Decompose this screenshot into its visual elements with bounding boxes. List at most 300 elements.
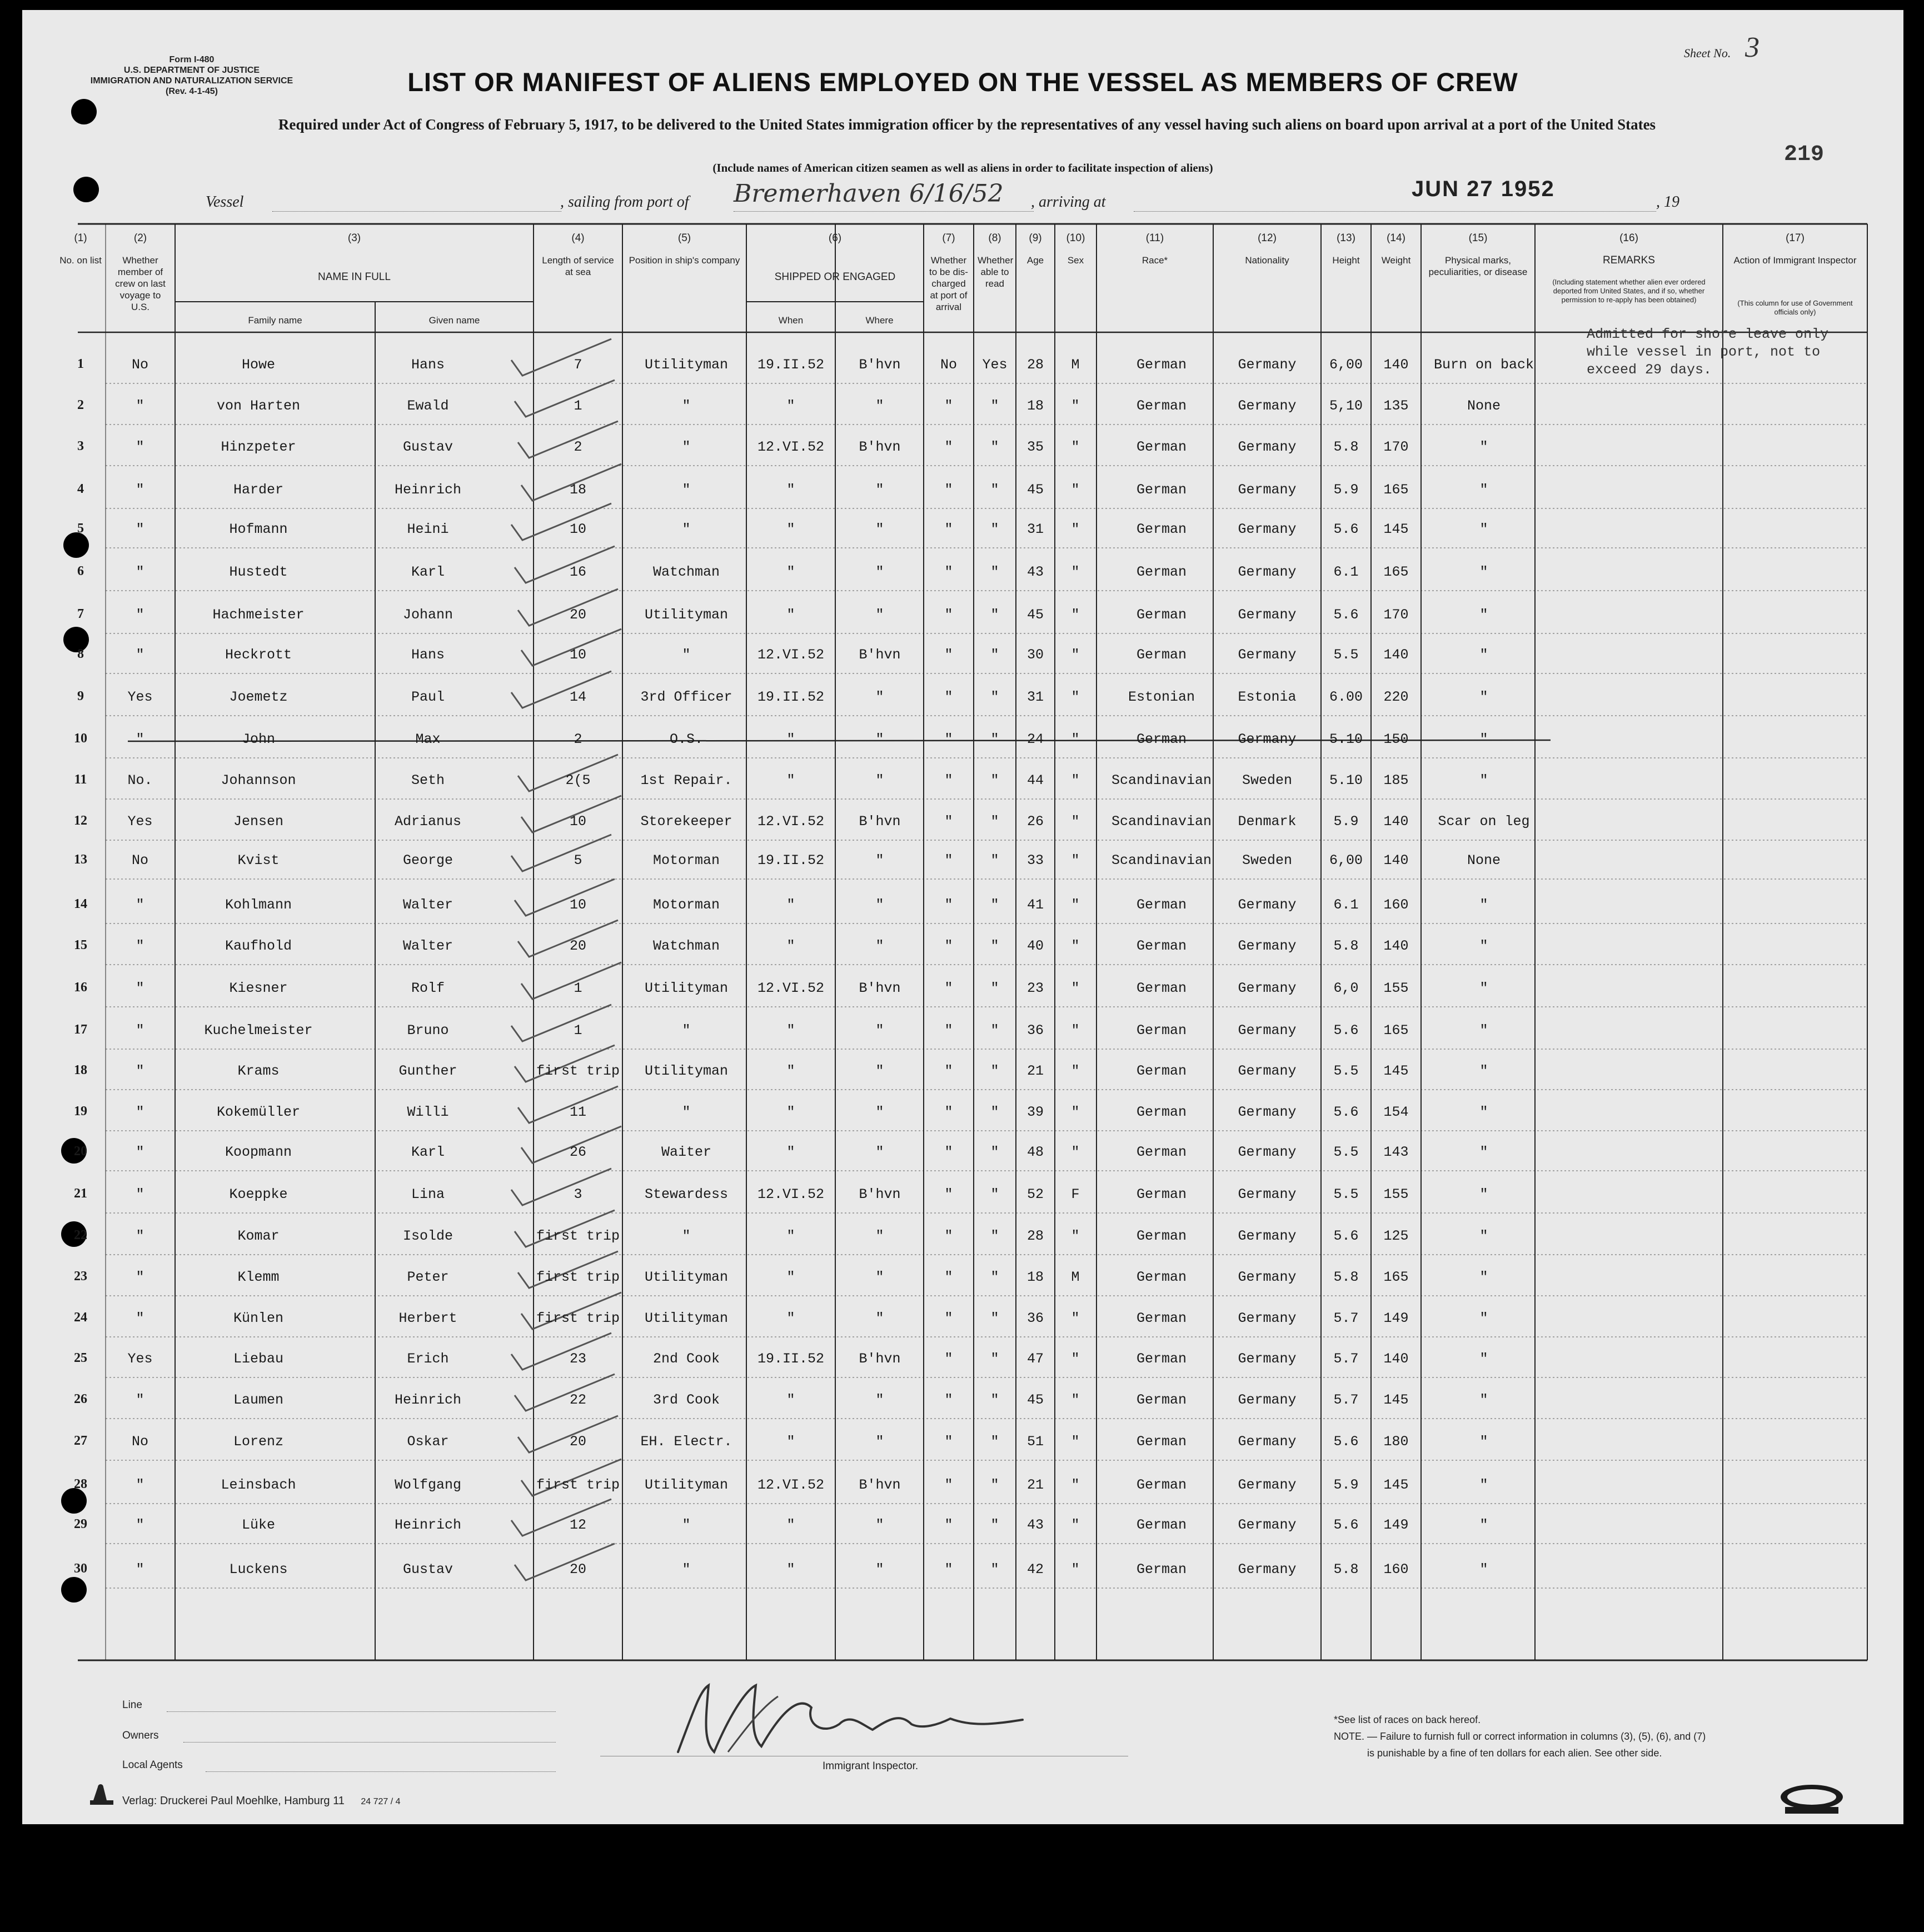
row-cell-nat: Germany (1238, 1434, 1297, 1450)
page-subtitle: Required under Act of Congress of February 5, 1917, to be delivered to the United States immigration officer by the representatives of any vessel having such aliens on board upon arrival at a port of the United States (278, 116, 1656, 133)
column-number: (17) (1786, 232, 1805, 244)
family-name-subheader: Family name (248, 315, 302, 326)
row-cell-race: German (1136, 398, 1187, 414)
row-cell-pos: 3rd Cook (652, 1392, 720, 1408)
column-header-label: Whether member of crew on last voyage to U.S. (115, 255, 166, 312)
column-header-label: Action of Immigrant Inspector (1733, 255, 1857, 266)
sheet-number: 3 (1745, 32, 1759, 63)
row-cell-sex: M (1071, 1269, 1080, 1285)
row-cell-read: " (990, 1561, 999, 1577)
row-cell-prev: " (136, 731, 144, 747)
row-cell-age: 45 (1026, 607, 1044, 623)
row-cell-wt: 143 (1383, 1144, 1409, 1160)
row-cell-sex: " (1071, 1561, 1080, 1577)
row-cell-family: Laumen (233, 1392, 284, 1408)
when-subheader: When (778, 315, 804, 326)
row-cell-given: Adrianus (394, 813, 462, 830)
row-cell-race: German (1136, 1434, 1187, 1450)
row-cell-nat: Germany (1238, 1186, 1297, 1202)
row-cell-given: Seth (411, 772, 445, 788)
row-cell-svc: first trip (536, 1269, 620, 1285)
row-cell-wt: 149 (1383, 1517, 1409, 1533)
row-cell-when: 12.VI.52 (757, 813, 825, 830)
column-number: (11) (1145, 232, 1164, 244)
row-cell-marks: " (1479, 1392, 1488, 1408)
row-cell-prev: " (136, 1392, 144, 1408)
row-cell-disc: " (944, 897, 953, 913)
row-cell-prev: " (136, 1186, 144, 1202)
publisher-name: Verlag: Druckerei Paul Moehlke, Hamburg 11 (122, 1795, 345, 1807)
row-cell-age: 21 (1026, 1477, 1044, 1493)
row-cell-read: Yes (982, 357, 1008, 373)
row-cell-age: 52 (1026, 1186, 1044, 1202)
row-cell-read: " (990, 1186, 999, 1202)
row-cell-given: Heini (407, 521, 449, 537)
row-cell-disc: No (940, 357, 958, 373)
row-cell-prev: " (136, 1269, 144, 1285)
row-cell-age: 36 (1026, 1022, 1044, 1039)
row-cell-race: German (1136, 482, 1187, 498)
row-cell-pos: " (682, 1228, 691, 1244)
row-cell-when: " (786, 1392, 795, 1408)
owners-label: Owners (122, 1730, 159, 1741)
row-cell-prev: No (131, 852, 149, 868)
row-cell-disc: " (944, 564, 953, 580)
row-cell-n: 16 (74, 980, 87, 995)
row-cell-disc: " (944, 689, 953, 705)
row-cell-ht: 5.8 (1333, 1269, 1359, 1285)
row-cell-nat: Germany (1238, 980, 1297, 996)
row-cell-age: 47 (1026, 1351, 1044, 1367)
row-cell-where: " (875, 1022, 884, 1039)
row-cell-read: " (990, 439, 999, 455)
row-cell-sex: F (1071, 1186, 1080, 1202)
row-cell-pos: 3rd Officer (640, 689, 732, 705)
row-cell-age: 18 (1026, 398, 1044, 414)
row-cell-marks: " (1479, 1351, 1488, 1367)
row-cell-marks: " (1479, 647, 1488, 663)
agents-label: Local Agents (122, 1759, 183, 1771)
row-cell-race: German (1136, 1310, 1187, 1326)
row-cell-nat: Germany (1238, 1392, 1297, 1408)
row-cell-disc: " (944, 521, 953, 537)
row-cell-svc: 10 (569, 521, 587, 537)
row-cell-read: " (990, 1517, 999, 1533)
row-cell-wt: 165 (1383, 1022, 1409, 1039)
row-cell-read: " (990, 1310, 999, 1326)
row-cell-family: Howe (241, 357, 276, 373)
row-cell-when: " (786, 1063, 795, 1079)
row-cell-prev: " (136, 439, 144, 455)
row-cell-n: 27 (74, 1434, 87, 1448)
page-title: LIST OR MANIFEST OF ALIENS EMPLOYED ON THE VESSEL AS MEMBERS OF CREW (407, 67, 1518, 97)
row-cell-n: 4 (77, 482, 84, 496)
row-cell-read: " (990, 1144, 999, 1160)
row-cell-pos: Storekeeper (640, 813, 732, 830)
row-cell-wt: 160 (1383, 897, 1409, 913)
row-cell-wt: 160 (1383, 1561, 1409, 1577)
row-cell-svc: 14 (569, 689, 587, 705)
row-cell-family: Leinsbach (221, 1477, 296, 1493)
row-cell-read: " (990, 772, 999, 788)
owners-underline (183, 1742, 556, 1743)
row-cell-family: Liebau (233, 1351, 284, 1367)
row-cell-when: 12.VI.52 (757, 1477, 825, 1493)
row-cell-wt: 125 (1383, 1228, 1409, 1244)
row-cell-age: 43 (1026, 564, 1044, 580)
row-cell-wt: 140 (1383, 647, 1409, 663)
row-cell-disc: " (944, 1228, 953, 1244)
row-cell-family: Joemetz (229, 689, 288, 705)
row-cell-sex: " (1071, 1022, 1080, 1039)
row-cell-race: German (1136, 731, 1187, 747)
row-cell-where: " (875, 1561, 884, 1577)
row-cell-when: 19.II.52 (757, 852, 825, 868)
check-mark (511, 1169, 611, 1205)
row-cell-age: 28 (1026, 357, 1044, 373)
row-cell-age: 30 (1026, 647, 1044, 663)
row-cell-prev: " (136, 1144, 144, 1160)
row-cell-age: 45 (1026, 482, 1044, 498)
row-cell-nat: Estonia (1238, 689, 1297, 705)
row-cell-race: Scandinavian (1111, 772, 1212, 788)
row-cell-age: 44 (1026, 772, 1044, 788)
row-cell-ht: 5.8 (1333, 439, 1359, 455)
row-cell-age: 33 (1026, 852, 1044, 868)
row-cell-pos: " (682, 482, 691, 498)
column-number: (15) (1468, 232, 1488, 244)
row-cell-prev: " (136, 1310, 144, 1326)
row-cell-where: " (875, 482, 884, 498)
row-cell-n: 15 (74, 938, 87, 952)
row-cell-race: German (1136, 938, 1187, 954)
row-cell-n: 1 (77, 357, 84, 371)
row-cell-nat: Germany (1238, 647, 1297, 663)
row-cell-marks: " (1479, 1144, 1488, 1160)
row-cell-given: Walter (402, 938, 453, 954)
row-cell-disc: " (944, 439, 953, 455)
row-cell-when: " (786, 398, 795, 414)
row-cell-wt: 165 (1383, 1269, 1409, 1285)
check-mark (515, 1374, 615, 1411)
row-cell-ht: 5.10 (1329, 731, 1363, 747)
row-cell-family: Lorenz (233, 1434, 284, 1450)
row-cell-where: B'hvn (859, 1477, 901, 1493)
row-cell-svc: 22 (569, 1392, 587, 1408)
row-cell-marks: " (1479, 521, 1488, 537)
row-cell-n: 24 (74, 1310, 87, 1325)
row-cell-n: 18 (74, 1063, 87, 1077)
row-cell-prev: No. (127, 772, 153, 788)
row-cell-marks: " (1479, 897, 1488, 913)
publisher-logo (88, 1784, 116, 1808)
row-cell-given: Herbert (398, 1310, 457, 1326)
row-cell-n: 9 (77, 689, 84, 703)
row-cell-when: 12.VI.52 (757, 439, 825, 455)
row-cell-family: Koopmann (225, 1144, 292, 1160)
row-cell-marks: " (1479, 607, 1488, 623)
department-name: U.S. DEPARTMENT OF JUSTICE (123, 66, 260, 75)
row-cell-wt: 170 (1383, 439, 1409, 455)
row-cell-wt: 180 (1383, 1434, 1409, 1450)
column-number: (9) (1029, 232, 1042, 244)
row-cell-given: Hans (411, 357, 445, 373)
row-cell-svc: 12 (569, 1517, 587, 1533)
row-cell-svc: 11 (569, 1104, 587, 1120)
row-cell-nat: Germany (1238, 938, 1297, 954)
row-cell-ht: 5.7 (1333, 1351, 1359, 1367)
row-cell-race: German (1136, 897, 1187, 913)
row-cell-svc: 18 (569, 482, 587, 498)
row-cell-read: " (990, 564, 999, 580)
column-number: (14) (1387, 232, 1405, 244)
row-cell-wt: 185 (1383, 772, 1409, 788)
row-cell-race: Scandinavian (1111, 852, 1212, 868)
row-cell-prev: " (136, 482, 144, 498)
row-cell-read: " (990, 482, 999, 498)
row-cell-n: 8 (77, 647, 84, 661)
check-mark (511, 339, 611, 376)
row-cell-family: Hofmann (229, 521, 288, 537)
row-cell-disc: " (944, 1104, 953, 1120)
row-cell-race: German (1136, 1063, 1187, 1079)
manifest-page (22, 10, 1903, 1824)
row-cell-wt: 135 (1383, 398, 1409, 414)
check-mark (511, 671, 611, 708)
row-cell-n: 12 (74, 813, 87, 828)
row-cell-sex: " (1071, 1392, 1080, 1408)
row-cell-marks: " (1479, 772, 1488, 788)
row-cell-read: " (990, 689, 999, 705)
row-cell-pos: Watchman (652, 564, 720, 580)
row-cell-where: " (875, 1228, 884, 1244)
row-cell-pos: " (682, 439, 691, 455)
row-cell-where: " (875, 1434, 884, 1450)
row-cell-ht: 5.9 (1333, 1477, 1359, 1493)
column-number: (4) (571, 232, 585, 244)
row-cell-disc: " (944, 852, 953, 868)
row-cell-when: " (786, 1310, 795, 1326)
row-cell-given: Paul (411, 689, 445, 705)
row-cell-ht: 5.8 (1333, 938, 1359, 954)
row-cell-where: " (875, 1144, 884, 1160)
row-cell-ht: 6.1 (1333, 564, 1359, 580)
row-cell-prev: " (136, 980, 144, 996)
row-cell-prev: " (136, 1104, 144, 1120)
row-cell-ht: 6.00 (1329, 689, 1363, 705)
row-cell-ht: 5.6 (1333, 1228, 1359, 1244)
row-cell-age: 36 (1026, 1310, 1044, 1326)
given-name-subheader: Given name (428, 315, 480, 326)
row-cell-n: 11 (74, 772, 87, 787)
check-mark (511, 1333, 611, 1370)
row-cell-given: Walter (402, 897, 453, 913)
inspector-signature (661, 1674, 1084, 1763)
row-cell-read: " (990, 731, 999, 747)
row-cell-family: Krams (237, 1063, 280, 1079)
check-mark (515, 546, 615, 583)
row-cell-when: 19.II.52 (757, 357, 825, 373)
row-cell-where: " (875, 1517, 884, 1533)
row-cell-marks: " (1479, 1477, 1488, 1493)
row-cell-ht: 5.6 (1333, 521, 1359, 537)
row-cell-read: " (990, 1228, 999, 1244)
row-cell-family: John (241, 731, 276, 747)
row-cell-svc: 3 (574, 1186, 582, 1202)
row-cell-when: " (786, 897, 795, 913)
row-cell-family: Komar (237, 1228, 280, 1244)
column-number: (16) (1619, 232, 1638, 244)
row-cell-pos: Stewardess (644, 1186, 729, 1202)
line-underline (167, 1711, 556, 1712)
row-cell-read: " (990, 1063, 999, 1079)
row-cell-pos: " (682, 1022, 691, 1039)
row-cell-when: " (786, 1561, 795, 1577)
row-cell-given: Bruno (407, 1022, 449, 1039)
row-cell-disc: " (944, 980, 953, 996)
row-cell-race: German (1136, 1561, 1187, 1577)
row-cell-given: Hans (411, 647, 445, 663)
row-cell-where: B'hvn (859, 1186, 901, 1202)
row-cell-disc: " (944, 938, 953, 954)
row-cell-read: " (990, 897, 999, 913)
remarks-typed-note (1587, 326, 1828, 379)
row-cell-given: Ewald (407, 398, 449, 414)
row-cell-when: " (786, 938, 795, 954)
row-cell-n: 2 (77, 398, 84, 412)
row-cell-nat: Germany (1238, 1310, 1297, 1326)
column-header-label: Weight (1381, 255, 1411, 266)
remarks-line: Admitted for shore leave only (1587, 326, 1829, 342)
row-cell-disc: " (944, 1434, 953, 1450)
row-cell-n: 17 (74, 1022, 87, 1037)
column-header-label: Nationality (1245, 255, 1289, 266)
row-cell-prev: Yes (127, 689, 153, 705)
row-cell-sex: " (1071, 647, 1080, 663)
note-line: NOTE. — Failure to furnish full or correct information in columns (3), (5), (6), and (7) (1334, 1731, 1706, 1742)
row-cell-given: Oskar (407, 1434, 449, 1450)
row-cell-disc: " (944, 1392, 953, 1408)
row-cell-read: " (990, 1022, 999, 1039)
row-cell-when: " (786, 1022, 795, 1039)
row-cell-where: " (875, 938, 884, 954)
row-cell-wt: 220 (1383, 689, 1409, 705)
row-cell-sex: M (1071, 357, 1080, 373)
row-cell-age: 40 (1026, 938, 1044, 954)
row-cell-age: 48 (1026, 1144, 1044, 1160)
row-cell-prev: " (136, 521, 144, 537)
sheet-label: Sheet No. (1684, 46, 1731, 60)
row-cell-sex: " (1071, 1477, 1080, 1493)
row-cell-race: German (1136, 357, 1187, 373)
row-cell-family: Kohlmann (225, 897, 292, 913)
row-cell-svc: 20 (569, 607, 587, 623)
row-cell-where: " (875, 772, 884, 788)
row-cell-marks: " (1479, 1561, 1488, 1577)
row-cell-marks: " (1479, 1517, 1488, 1533)
row-cell-when: " (786, 607, 795, 623)
column-header-label: Position in ship's company (629, 255, 740, 266)
row-cell-given: Heinrich (394, 1517, 462, 1533)
row-cell-pos: " (682, 1104, 691, 1120)
row-cell-svc: 7 (574, 357, 582, 373)
row-cell-ht: 5.10 (1329, 772, 1363, 788)
row-cell-ht: 5.7 (1333, 1310, 1359, 1326)
row-cell-pos: 1st Repair. (640, 772, 732, 788)
row-cell-sex: " (1071, 852, 1080, 868)
page-stamp-number: 219 (1784, 142, 1825, 167)
row-cell-ht: 5.5 (1333, 647, 1359, 663)
row-cell-svc: first trip (536, 1477, 620, 1493)
row-cell-where: " (875, 1269, 884, 1285)
row-cell-where: " (875, 564, 884, 580)
row-cell-svc: 20 (569, 938, 587, 954)
row-cell-prev: " (136, 607, 144, 623)
row-cell-given: Erich (407, 1351, 449, 1367)
year-label: , 19 (1656, 193, 1679, 211)
row-cell-pos: Utilityman (644, 1310, 729, 1326)
sailing-port-value: Bremerhaven 6/16/52 (734, 179, 1004, 208)
row-cell-svc: 10 (569, 647, 587, 663)
form-code: 24 727 / 4 (361, 1797, 401, 1806)
row-cell-marks: Burn on back (1433, 357, 1534, 373)
row-cell-read: " (990, 607, 999, 623)
column-header-label: SHIPPED OR ENGAGED (774, 271, 896, 283)
row-cell-sex: " (1071, 1228, 1080, 1244)
row-cell-given: Gustav (402, 1561, 453, 1577)
row-cell-race: German (1136, 564, 1187, 580)
row-cell-pos: 2nd Cook (652, 1351, 720, 1367)
where-subheader: Where (865, 315, 894, 326)
row-cell-where: " (875, 1104, 884, 1120)
row-cell-pos: " (682, 1517, 691, 1533)
row-cell-read: " (990, 1477, 999, 1493)
row-cell-when: 12.VI.52 (757, 647, 825, 663)
row-cell-race: Scandinavian (1111, 813, 1212, 830)
row-cell-age: 18 (1026, 1269, 1044, 1285)
row-cell-pos: " (682, 647, 691, 663)
row-cell-svc: 20 (569, 1561, 587, 1577)
row-cell-when: 19.II.52 (757, 689, 825, 705)
row-cell-wt: 154 (1383, 1104, 1409, 1120)
row-cell-svc: 2(5 (565, 772, 591, 788)
row-cell-marks: " (1479, 439, 1488, 455)
arriving-label: , arriving at (1031, 193, 1106, 211)
row-cell-marks: " (1479, 1186, 1488, 1202)
row-cell-read: " (990, 1269, 999, 1285)
row-cell-disc: " (944, 1351, 953, 1367)
row-cell-disc: " (944, 398, 953, 414)
row-cell-race: German (1136, 1351, 1187, 1367)
row-cell-where: " (875, 852, 884, 868)
row-cell-read: " (990, 938, 999, 954)
row-cell-marks: " (1479, 1269, 1488, 1285)
check-mark (511, 1499, 611, 1536)
check-mark (515, 380, 615, 417)
column-number: (2) (133, 232, 147, 244)
row-cell-marks: " (1479, 1104, 1488, 1120)
column-header-label: Whether able to read (978, 255, 1014, 289)
row-cell-wt: 140 (1383, 357, 1409, 373)
row-cell-prev: No (131, 357, 149, 373)
row-cell-family: Lüke (241, 1517, 276, 1533)
remarks-subnote: (Including statement whether alien ever ordered deported from United States, and if so, whether permission to re-apply has been obtained) (1552, 278, 1706, 304)
row-cell-wt: 140 (1383, 813, 1409, 830)
row-cell-marks: " (1479, 482, 1488, 498)
row-cell-where: B'hvn (859, 357, 901, 373)
row-cell-ht: 5.5 (1333, 1186, 1359, 1202)
row-cell-read: " (990, 813, 999, 830)
